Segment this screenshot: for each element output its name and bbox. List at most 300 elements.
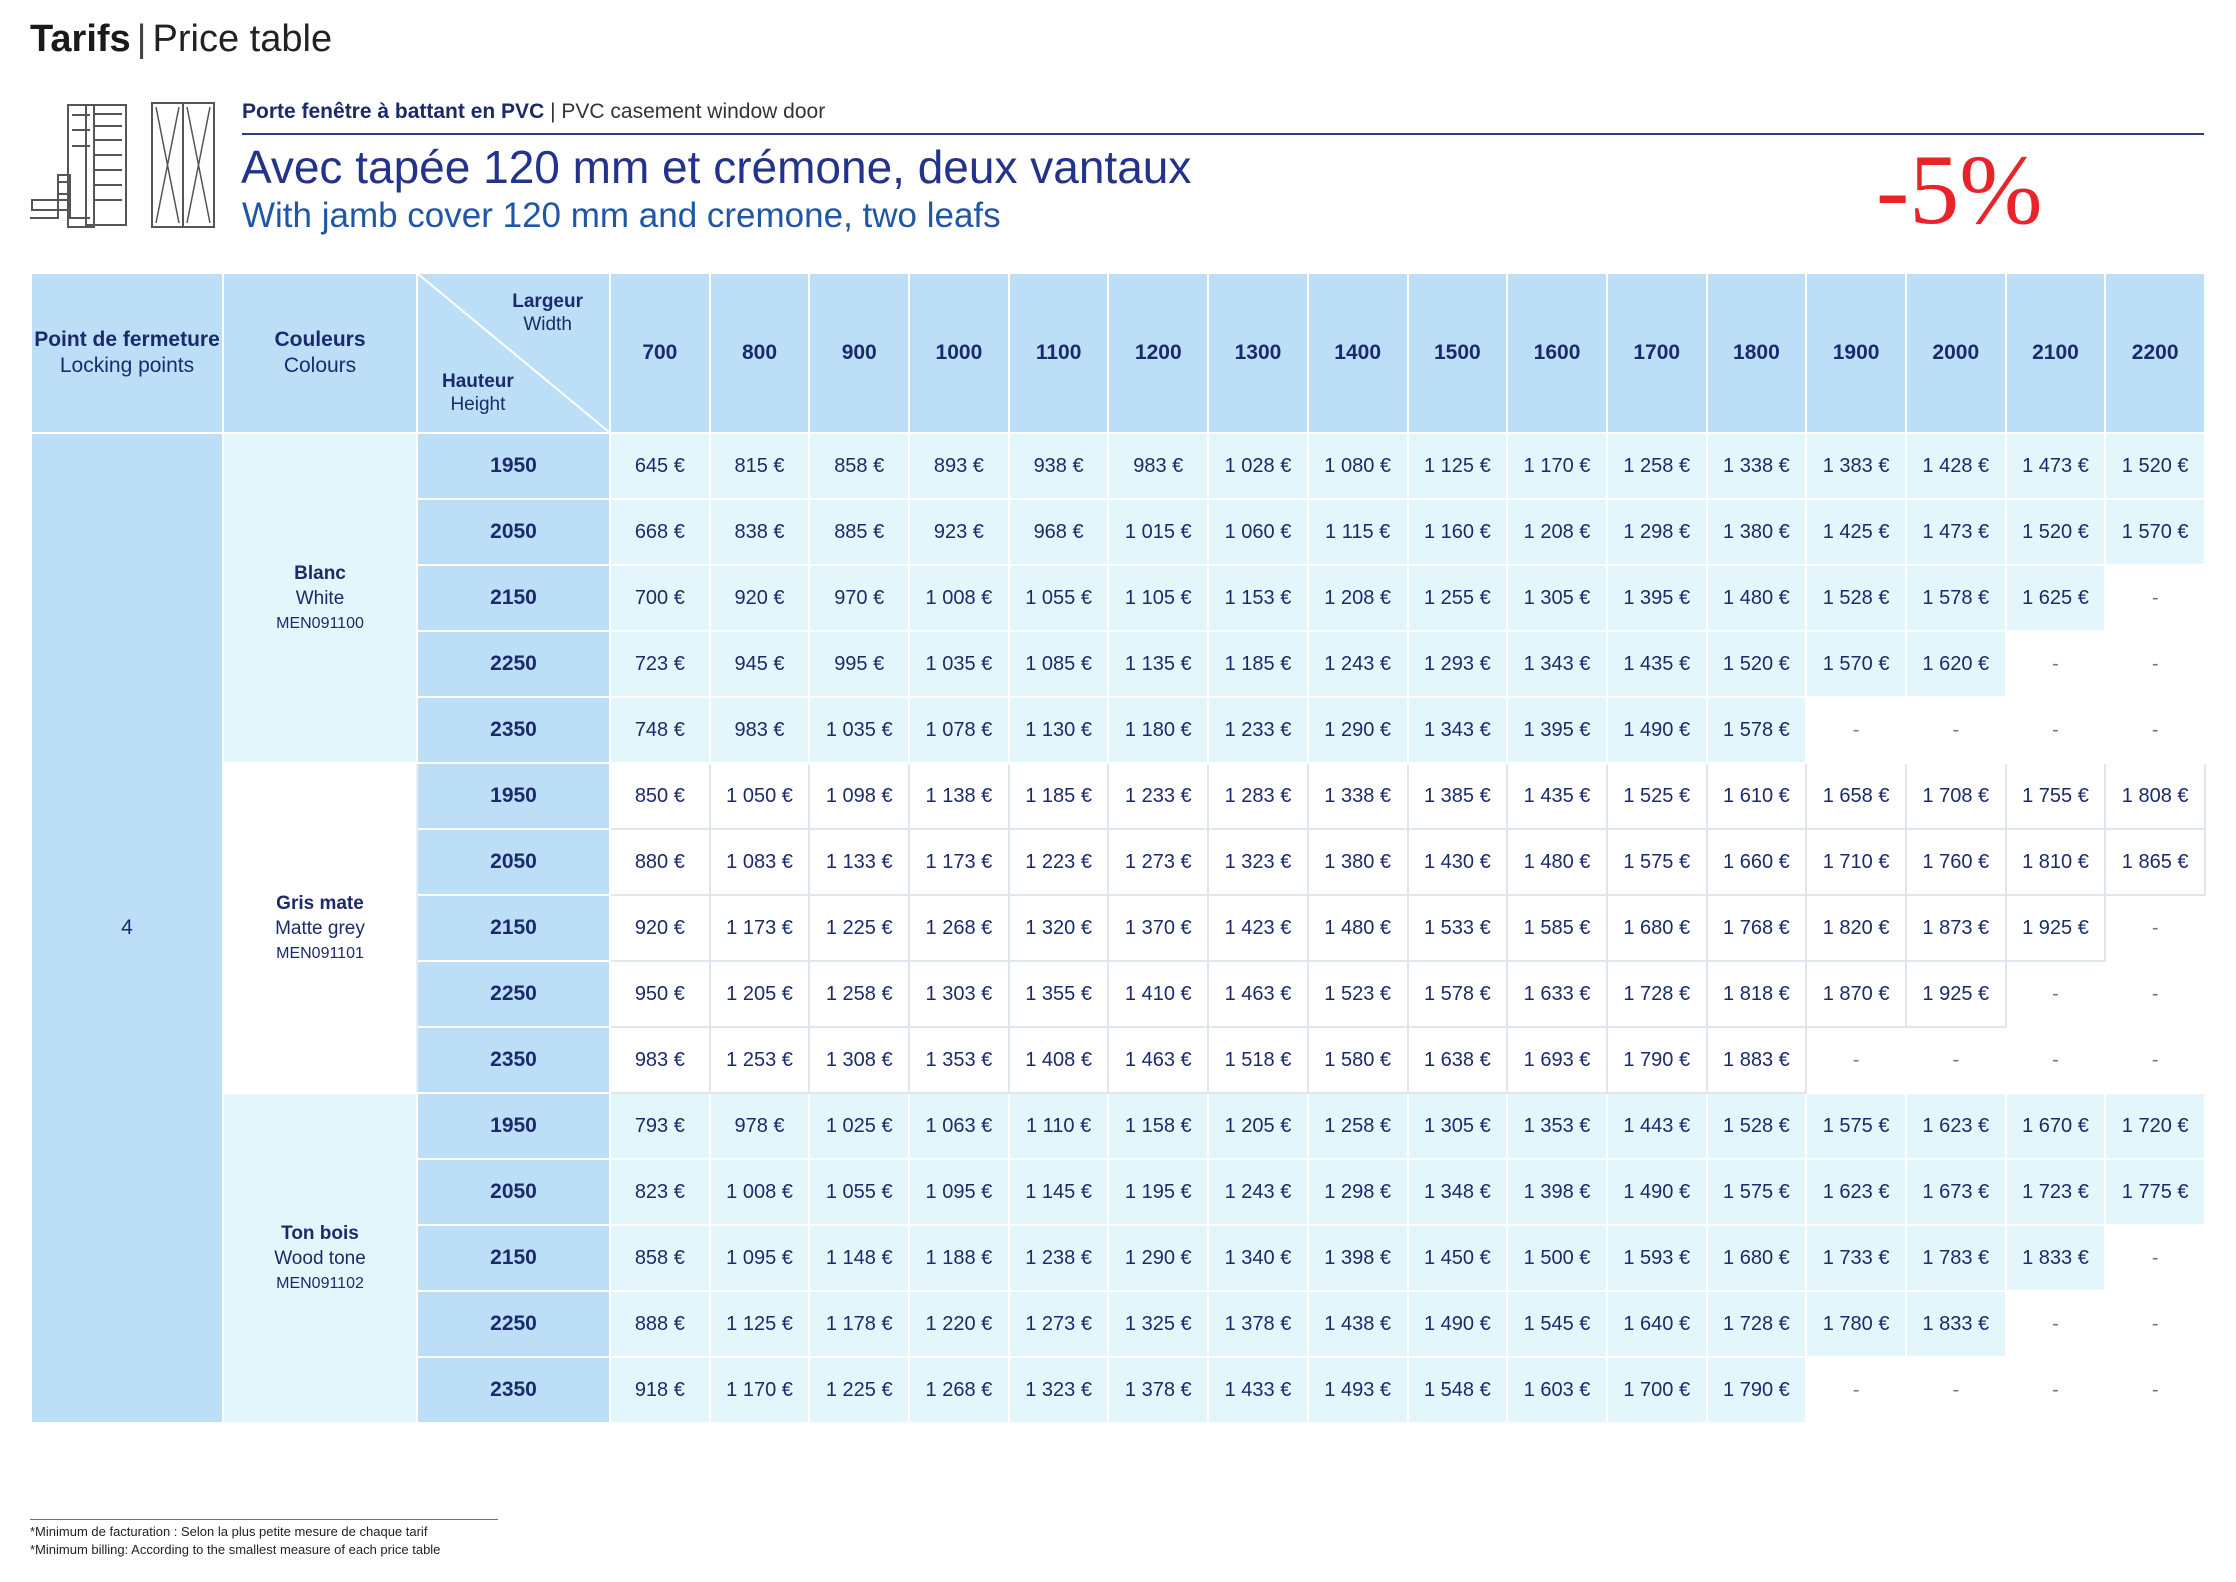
price-cell: 920 €: [610, 895, 710, 961]
width-header-1900: 1900: [1806, 273, 1906, 433]
price-cell: 1 808 €: [2105, 763, 2205, 829]
price-cell: 1 098 €: [809, 763, 909, 829]
price-cell: 1 593 €: [1607, 1225, 1707, 1291]
price-cell: 1 720 €: [2105, 1093, 2205, 1159]
empty-price-cell: -: [2105, 895, 2205, 961]
price-cell: 1 438 €: [1308, 1291, 1408, 1357]
price-cell: 983 €: [1108, 433, 1208, 499]
price-cell: 723 €: [610, 631, 710, 697]
width-header-900: 900: [809, 273, 909, 433]
price-cell: 1 463 €: [1108, 1027, 1208, 1093]
price-cell: 1 708 €: [1906, 763, 2006, 829]
price-cell: 1 733 €: [1806, 1225, 1906, 1291]
price-cell: 1 080 €: [1308, 433, 1408, 499]
price-cell: 1 433 €: [1208, 1357, 1308, 1423]
price-cell: 1 818 €: [1707, 961, 1807, 1027]
price-cell: 1 308 €: [809, 1027, 909, 1093]
price-cell: 1 158 €: [1108, 1093, 1208, 1159]
window-door-profile-icon: [28, 100, 218, 230]
price-cell: 1 790 €: [1707, 1357, 1807, 1423]
empty-price-cell: -: [2006, 1291, 2106, 1357]
price-cell: 1 160 €: [1408, 499, 1508, 565]
colour-name-fr: Blanc: [294, 562, 346, 584]
price-cell: 1 380 €: [1308, 829, 1408, 895]
price-cell: 1 533 €: [1408, 895, 1508, 961]
price-cell: 1 353 €: [909, 1027, 1009, 1093]
colour-cell: [223, 1093, 417, 1423]
price-cell: 1 110 €: [1009, 1093, 1109, 1159]
width-header-label: Largeur Width: [512, 291, 583, 335]
width-header-1200: 1200: [1108, 273, 1208, 433]
price-cell: 815 €: [710, 433, 810, 499]
price-cell: 1 225 €: [809, 895, 909, 961]
price-cell: 1 178 €: [809, 1291, 909, 1357]
price-cell: 1 370 €: [1108, 895, 1208, 961]
price-cell: 1 660 €: [1707, 829, 1807, 895]
price-cell: 1 050 €: [710, 763, 810, 829]
price-cell: 1 008 €: [710, 1159, 810, 1225]
price-table: [30, 272, 2206, 1424]
table-row: [31, 763, 2205, 829]
price-cell: 918 €: [610, 1357, 710, 1423]
price-cell: 1 693 €: [1507, 1027, 1607, 1093]
price-cell: 1 220 €: [909, 1291, 1009, 1357]
price-cell: 1 243 €: [1308, 631, 1408, 697]
footnote-en: *Minimum billing: According to the smallest measure of each price table: [30, 1542, 441, 1557]
colour-name-en: White: [295, 587, 345, 609]
price-cell: 1 323 €: [1208, 829, 1308, 895]
price-cell: 1 473 €: [2006, 433, 2106, 499]
empty-price-cell: -: [1806, 1027, 1906, 1093]
price-cell: 1 728 €: [1607, 961, 1707, 1027]
price-cell: 938 €: [1009, 433, 1109, 499]
price-cell: 1 290 €: [1308, 697, 1408, 763]
price-cell: 1 028 €: [1208, 433, 1308, 499]
price-cell: 1 395 €: [1507, 697, 1607, 763]
colour-name-fr: Ton bois: [281, 1222, 359, 1244]
height-cell: 2050: [417, 499, 610, 565]
price-cell: 1 115 €: [1308, 499, 1408, 565]
width-header-1800: 1800: [1707, 273, 1807, 433]
locking-points-value: 4: [31, 433, 223, 1423]
price-cell: 1 298 €: [1308, 1159, 1408, 1225]
price-cell: 1 253 €: [710, 1027, 810, 1093]
empty-price-cell: -: [1906, 1027, 2006, 1093]
price-cell: 893 €: [909, 433, 1009, 499]
price-cell: 888 €: [610, 1291, 710, 1357]
price-cell: 1 188 €: [909, 1225, 1009, 1291]
price-cell: 1 463 €: [1208, 961, 1308, 1027]
page-title: Tarifs | Price table: [30, 18, 333, 60]
product-title-en: With jamb cover 120 mm and cremone, two leafs: [242, 196, 1001, 235]
price-cell: 1 575 €: [1806, 1093, 1906, 1159]
table-header-row: [31, 273, 2205, 433]
table-row: [31, 433, 2205, 499]
price-cell: 1 490 €: [1607, 1159, 1707, 1225]
price-cell: 1 035 €: [909, 631, 1009, 697]
price-cell: 1 025 €: [809, 1093, 909, 1159]
price-cell: 1 518 €: [1208, 1027, 1308, 1093]
price-cell: 1 380 €: [1707, 499, 1807, 565]
price-cell: 1 578 €: [1408, 961, 1508, 1027]
price-cell: 950 €: [610, 961, 710, 1027]
price-cell: 1 700 €: [1607, 1357, 1707, 1423]
price-cell: 1 610 €: [1707, 763, 1807, 829]
empty-price-cell: -: [2006, 697, 2106, 763]
price-cell: 1 125 €: [710, 1291, 810, 1357]
height-cell: 2150: [417, 565, 610, 631]
width-header-2000: 2000: [1906, 273, 2006, 433]
price-cell: 1 670 €: [2006, 1093, 2106, 1159]
price-cell: 1 323 €: [1009, 1357, 1109, 1423]
price-cell: 983 €: [710, 697, 810, 763]
width-header-1500: 1500: [1408, 273, 1508, 433]
price-cell: 1 625 €: [2006, 565, 2106, 631]
price-cell: 1 208 €: [1507, 499, 1607, 565]
colour-cell: [223, 433, 417, 763]
price-cell: 1 283 €: [1208, 763, 1308, 829]
price-cell: 1 760 €: [1906, 829, 2006, 895]
price-cell: 1 268 €: [909, 895, 1009, 961]
price-cell: 885 €: [809, 499, 909, 565]
price-cell: 1 293 €: [1408, 631, 1508, 697]
price-cell: 1 153 €: [1208, 565, 1308, 631]
price-cell: 983 €: [610, 1027, 710, 1093]
price-cell: 1 525 €: [1607, 763, 1707, 829]
empty-price-cell: -: [2105, 565, 2205, 631]
price-cell: 1 575 €: [1707, 1159, 1807, 1225]
price-cell: 1 383 €: [1806, 433, 1906, 499]
price-cell: 1 570 €: [2105, 499, 2205, 565]
price-cell: 1 520 €: [2006, 499, 2106, 565]
price-cell: 1 205 €: [1208, 1093, 1308, 1159]
empty-price-cell: -: [2006, 1357, 2106, 1423]
empty-price-cell: -: [2105, 1357, 2205, 1423]
price-cell: 1 078 €: [909, 697, 1009, 763]
empty-price-cell: -: [2105, 631, 2205, 697]
price-cell: 858 €: [610, 1225, 710, 1291]
price-cell: 1 623 €: [1906, 1093, 2006, 1159]
width-header-1100: 1100: [1009, 273, 1109, 433]
price-cell: 1 528 €: [1707, 1093, 1807, 1159]
price-cell: 1 305 €: [1507, 565, 1607, 631]
price-cell: 1 398 €: [1308, 1225, 1408, 1291]
price-cell: 1 710 €: [1806, 829, 1906, 895]
height-cell: 2350: [417, 1027, 610, 1093]
price-cell: 1 883 €: [1707, 1027, 1807, 1093]
colours-header: Couleurs Colours: [223, 273, 417, 433]
height-cell: 2150: [417, 895, 610, 961]
colour-code: MEN091100: [276, 614, 364, 632]
price-cell: 1 223 €: [1009, 829, 1109, 895]
price-cell: 978 €: [710, 1093, 810, 1159]
empty-price-cell: -: [1906, 697, 2006, 763]
price-cell: 1 195 €: [1108, 1159, 1208, 1225]
price-cell: 1 225 €: [809, 1357, 909, 1423]
price-cell: 1 243 €: [1208, 1159, 1308, 1225]
price-cell: 1 258 €: [1308, 1093, 1408, 1159]
price-cell: 1 133 €: [809, 829, 909, 895]
price-cell: 1 480 €: [1707, 565, 1807, 631]
price-cell: 1 925 €: [1906, 961, 2006, 1027]
price-cell: 1 170 €: [710, 1357, 810, 1423]
product-category: Porte fenêtre à battant en PVC | PVC casement window door: [242, 100, 826, 123]
price-cell: 1 395 €: [1607, 565, 1707, 631]
price-cell: 1 603 €: [1507, 1357, 1607, 1423]
colour-name-en: Matte grey: [275, 917, 365, 939]
price-cell: 1 355 €: [1009, 961, 1109, 1027]
price-cell: 793 €: [610, 1093, 710, 1159]
price-cell: 1 435 €: [1607, 631, 1707, 697]
price-cell: 1 353 €: [1507, 1093, 1607, 1159]
price-cell: 1 055 €: [1009, 565, 1109, 631]
price-cell: 1 623 €: [1806, 1159, 1906, 1225]
empty-price-cell: -: [2105, 1225, 2205, 1291]
price-cell: 1 925 €: [2006, 895, 2106, 961]
price-cell: 1 575 €: [1607, 829, 1707, 895]
height-cell: 2350: [417, 697, 610, 763]
price-cell: 823 €: [610, 1159, 710, 1225]
price-cell: 1 320 €: [1009, 895, 1109, 961]
price-cell: 1 755 €: [2006, 763, 2106, 829]
price-cell: 1 348 €: [1408, 1159, 1508, 1225]
colour-cell: [223, 763, 417, 1093]
price-cell: 850 €: [610, 763, 710, 829]
price-cell: 1 185 €: [1009, 763, 1109, 829]
price-cell: 1 130 €: [1009, 697, 1109, 763]
price-cell: 1 500 €: [1507, 1225, 1607, 1291]
price-cell: 1 570 €: [1806, 631, 1906, 697]
height-cell: 2050: [417, 1159, 610, 1225]
price-cell: 923 €: [909, 499, 1009, 565]
price-cell: 1 343 €: [1408, 697, 1508, 763]
empty-price-cell: -: [1806, 697, 1906, 763]
price-cell: 1 258 €: [809, 961, 909, 1027]
footnote-divider: [30, 1519, 498, 1520]
height-cell: 1950: [417, 1093, 610, 1159]
price-cell: 1 783 €: [1906, 1225, 2006, 1291]
price-cell: 968 €: [1009, 499, 1109, 565]
price-cell: 1 185 €: [1208, 631, 1308, 697]
colour-name-en: Wood tone: [274, 1247, 366, 1269]
price-cell: 1 125 €: [1408, 433, 1508, 499]
price-cell: 1 378 €: [1108, 1357, 1208, 1423]
price-cell: 1 680 €: [1707, 1225, 1807, 1291]
price-cell: 645 €: [610, 433, 710, 499]
price-cell: 1 378 €: [1208, 1291, 1308, 1357]
price-cell: 858 €: [809, 433, 909, 499]
price-cell: 1 585 €: [1507, 895, 1607, 961]
price-cell: 1 520 €: [1707, 631, 1807, 697]
price-cell: 1 325 €: [1108, 1291, 1208, 1357]
price-cell: 1 303 €: [909, 961, 1009, 1027]
price-cell: 1 063 €: [909, 1093, 1009, 1159]
price-cell: 668 €: [610, 499, 710, 565]
empty-price-cell: -: [2105, 1291, 2205, 1357]
discount-badge: -5%: [1876, 134, 2043, 245]
empty-price-cell: -: [2105, 697, 2205, 763]
height-cell: 2350: [417, 1357, 610, 1423]
price-cell: 1 833 €: [1906, 1291, 2006, 1357]
price-cell: 1 638 €: [1408, 1027, 1508, 1093]
price-cell: 1 170 €: [1507, 433, 1607, 499]
price-cell: 1 008 €: [909, 565, 1009, 631]
product-title-fr: Avec tapée 120 mm et crémone, deux vantaux: [241, 141, 1192, 193]
price-cell: 1 340 €: [1208, 1225, 1308, 1291]
price-cell: 1 490 €: [1607, 697, 1707, 763]
price-cell: 1 728 €: [1707, 1291, 1807, 1357]
price-cell: 1 273 €: [1009, 1291, 1109, 1357]
price-cell: 1 578 €: [1906, 565, 2006, 631]
empty-price-cell: -: [2006, 961, 2106, 1027]
price-cell: 1 768 €: [1707, 895, 1807, 961]
price-cell: 1 095 €: [909, 1159, 1009, 1225]
table-row: [31, 1093, 2205, 1159]
price-cell: 1 138 €: [909, 763, 1009, 829]
height-cell: 2250: [417, 961, 610, 1027]
price-cell: 1 343 €: [1507, 631, 1607, 697]
price-cell: 1 135 €: [1108, 631, 1208, 697]
price-cell: 1 338 €: [1308, 763, 1408, 829]
height-header-label: Hauteur Height: [442, 371, 514, 415]
price-cell: 880 €: [610, 829, 710, 895]
price-cell: 1 658 €: [1806, 763, 1906, 829]
price-cell: 1 473 €: [1906, 499, 2006, 565]
price-cell: 1 410 €: [1108, 961, 1208, 1027]
width-header-2100: 2100: [2006, 273, 2106, 433]
empty-price-cell: -: [1806, 1357, 1906, 1423]
price-cell: 1 233 €: [1108, 763, 1208, 829]
price-cell: 1 548 €: [1408, 1357, 1508, 1423]
price-cell: 1 580 €: [1308, 1027, 1408, 1093]
width-header-800: 800: [710, 273, 810, 433]
price-cell: 1 055 €: [809, 1159, 909, 1225]
price-cell: 1 633 €: [1507, 961, 1607, 1027]
height-cell: 2150: [417, 1225, 610, 1291]
price-cell: 1 870 €: [1806, 961, 1906, 1027]
width-header-1400: 1400: [1308, 273, 1408, 433]
price-cell: 945 €: [710, 631, 810, 697]
price-cell: 1 173 €: [909, 829, 1009, 895]
price-cell: 1 105 €: [1108, 565, 1208, 631]
price-cell: 1 545 €: [1507, 1291, 1607, 1357]
price-cell: 1 775 €: [2105, 1159, 2205, 1225]
price-cell: 1 640 €: [1607, 1291, 1707, 1357]
price-cell: 1 298 €: [1607, 499, 1707, 565]
price-cell: 1 428 €: [1906, 433, 2006, 499]
price-cell: 1 255 €: [1408, 565, 1508, 631]
empty-price-cell: -: [2105, 1027, 2205, 1093]
price-cell: 1 780 €: [1806, 1291, 1906, 1357]
price-cell: 1 408 €: [1009, 1027, 1109, 1093]
price-cell: 1 493 €: [1308, 1357, 1408, 1423]
empty-price-cell: -: [1906, 1357, 2006, 1423]
width-header-1600: 1600: [1507, 273, 1607, 433]
price-cell: 1 233 €: [1208, 697, 1308, 763]
price-cell: 1 673 €: [1906, 1159, 2006, 1225]
price-cell: 1 015 €: [1108, 499, 1208, 565]
price-cell: 1 423 €: [1208, 895, 1308, 961]
price-cell: 1 305 €: [1408, 1093, 1508, 1159]
price-cell: 1 205 €: [710, 961, 810, 1027]
price-cell: 1 520 €: [2105, 433, 2205, 499]
height-cell: 2250: [417, 631, 610, 697]
price-cell: 1 480 €: [1507, 829, 1607, 895]
price-cell: 700 €: [610, 565, 710, 631]
width-header-700: 700: [610, 273, 710, 433]
price-cell: 1 398 €: [1507, 1159, 1607, 1225]
price-cell: 1 865 €: [2105, 829, 2205, 895]
price-cell: 1 833 €: [2006, 1225, 2106, 1291]
price-cell: 1 060 €: [1208, 499, 1308, 565]
price-cell: 1 180 €: [1108, 697, 1208, 763]
price-cell: 1 273 €: [1108, 829, 1208, 895]
colour-code: MEN091102: [276, 1274, 364, 1292]
price-cell: 1 435 €: [1507, 763, 1607, 829]
price-cell: 920 €: [710, 565, 810, 631]
width-header-2200: 2200: [2105, 273, 2205, 433]
price-cell: 1 443 €: [1607, 1093, 1707, 1159]
price-cell: 1 430 €: [1408, 829, 1508, 895]
price-cell: 1 680 €: [1607, 895, 1707, 961]
price-cell: 1 620 €: [1906, 631, 2006, 697]
width-header-1700: 1700: [1607, 273, 1707, 433]
height-cell: 1950: [417, 763, 610, 829]
price-cell: 970 €: [809, 565, 909, 631]
price-cell: 1 208 €: [1308, 565, 1408, 631]
price-cell: 1 095 €: [710, 1225, 810, 1291]
price-cell: 1 425 €: [1806, 499, 1906, 565]
price-cell: 1 145 €: [1009, 1159, 1109, 1225]
price-cell: 1 450 €: [1408, 1225, 1508, 1291]
width-header-1000: 1000: [909, 273, 1009, 433]
price-cell: 838 €: [710, 499, 810, 565]
price-cell: 1 385 €: [1408, 763, 1508, 829]
width-height-header: [417, 273, 610, 433]
locking-points-header: Point de fermeture Locking points: [31, 273, 223, 433]
price-cell: 1 578 €: [1707, 697, 1807, 763]
empty-price-cell: -: [2105, 961, 2205, 1027]
price-cell: 1 148 €: [809, 1225, 909, 1291]
price-cell: 1 173 €: [710, 895, 810, 961]
price-cell: 1 723 €: [2006, 1159, 2106, 1225]
price-cell: 1 810 €: [2006, 829, 2106, 895]
price-cell: 1 290 €: [1108, 1225, 1208, 1291]
price-cell: 1 085 €: [1009, 631, 1109, 697]
empty-price-cell: -: [2006, 1027, 2106, 1093]
width-header-1300: 1300: [1208, 273, 1308, 433]
price-cell: 1 258 €: [1607, 433, 1707, 499]
height-cell: 2250: [417, 1291, 610, 1357]
price-cell: 1 338 €: [1707, 433, 1807, 499]
price-cell: 1 480 €: [1308, 895, 1408, 961]
price-cell: 1 528 €: [1806, 565, 1906, 631]
colour-name-fr: Gris mate: [276, 892, 364, 914]
price-cell: 995 €: [809, 631, 909, 697]
price-cell: 1 238 €: [1009, 1225, 1109, 1291]
price-cell: 1 035 €: [809, 697, 909, 763]
price-cell: 1 873 €: [1906, 895, 2006, 961]
price-cell: 1 820 €: [1806, 895, 1906, 961]
price-cell: 1 790 €: [1607, 1027, 1707, 1093]
empty-price-cell: -: [2006, 631, 2106, 697]
height-cell: 2050: [417, 829, 610, 895]
price-cell: 1 268 €: [909, 1357, 1009, 1423]
price-cell: 1 083 €: [710, 829, 810, 895]
price-cell: 1 490 €: [1408, 1291, 1508, 1357]
height-cell: 1950: [417, 433, 610, 499]
price-cell: 748 €: [610, 697, 710, 763]
